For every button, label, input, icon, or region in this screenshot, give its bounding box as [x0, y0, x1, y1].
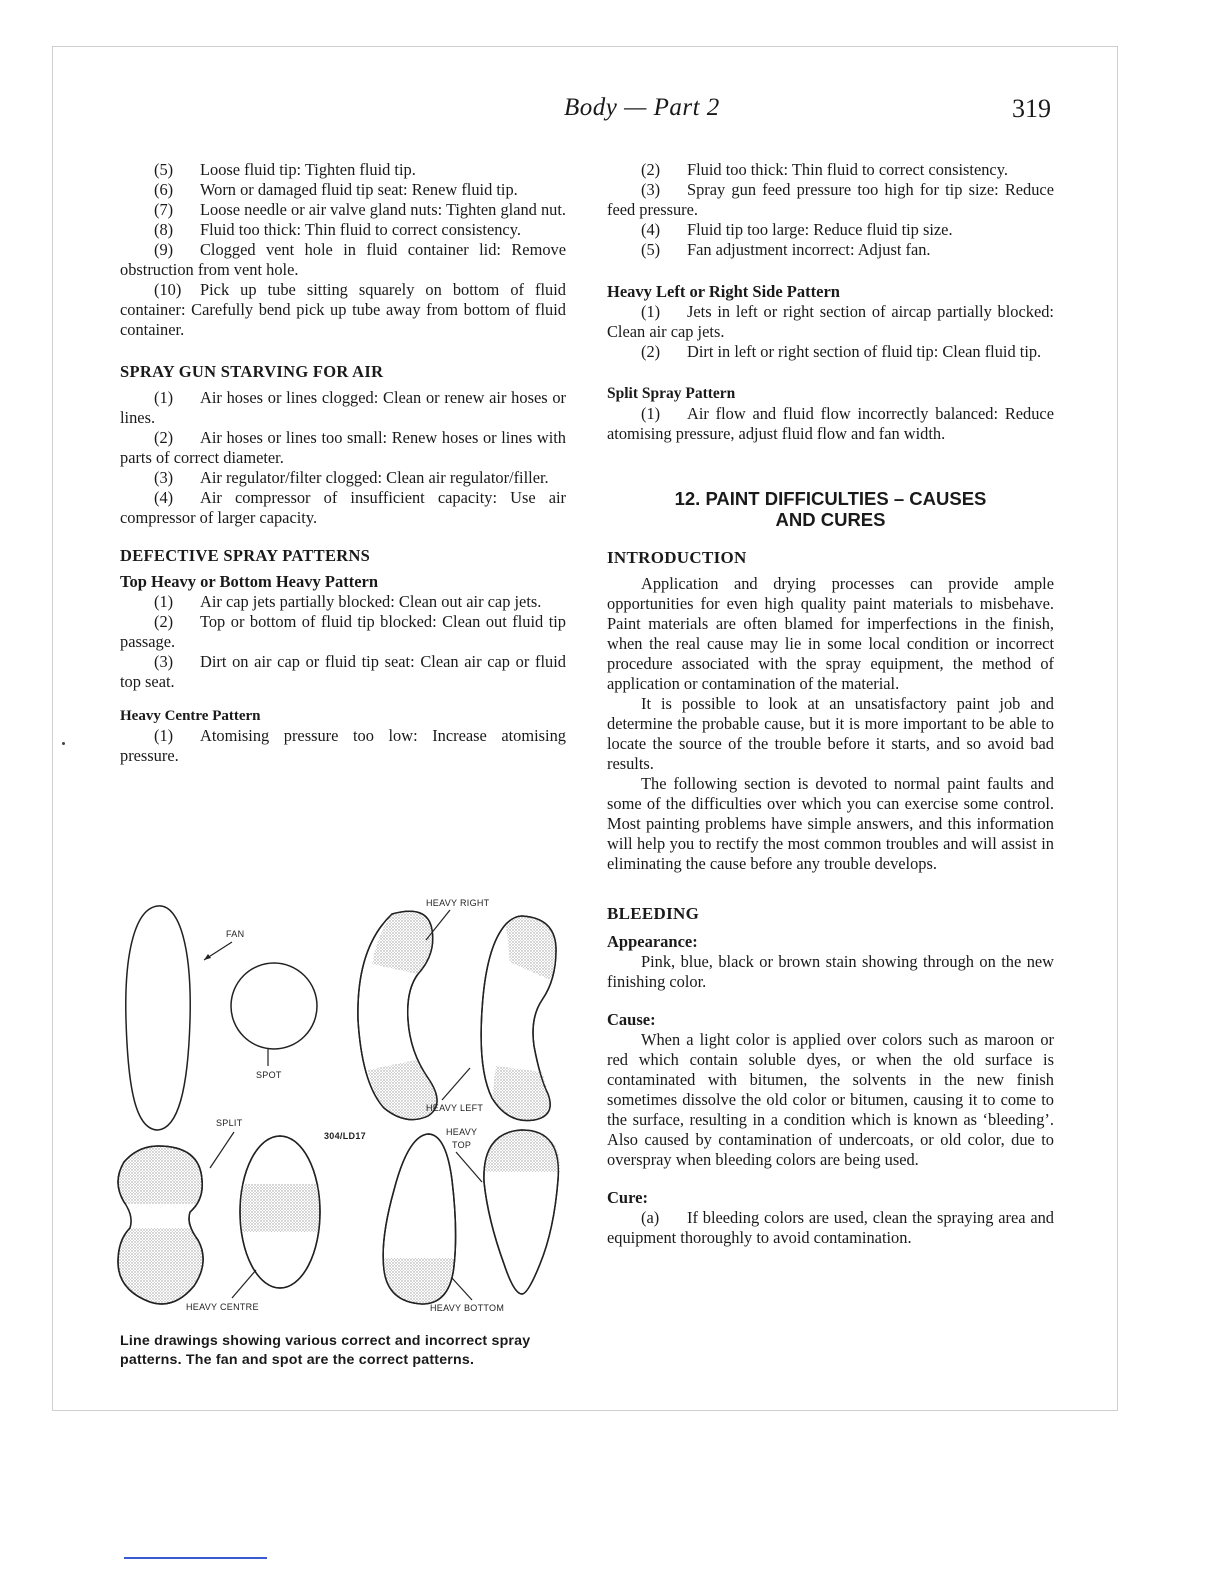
cure-heading: Cure:: [607, 1188, 648, 1207]
heavy-centre-pattern: [240, 1136, 320, 1288]
paragraph: Application and drying processes can provide ample opportunities for even high quality paint materials to misbehave. Paint materials are often blamed for imperfections in the finish, when the real cause may lie in some local condition or incorrect procedure associated with the spray equipment, the method of application or contamination of the material.: [607, 574, 1054, 693]
item-number: (5): [641, 240, 661, 259]
figure-caption: Line drawings showing various correct and incorrect spray patterns. The fan and spot are the correct patterns.: [120, 1333, 531, 1368]
item-number: (10): [154, 280, 182, 299]
item-text: Dirt on air cap or fluid tip seat: Clean air cap or fluid top seat.: [120, 652, 566, 691]
running-title: Body — Part 2: [564, 94, 720, 121]
item-number: (2): [154, 428, 174, 447]
item-text: Top or bottom of fluid tip blocked: Clean out fluid tip passage.: [120, 612, 566, 651]
item-number: (6): [154, 180, 174, 199]
item-text: Atomising pressure too low: Increase atomising pressure.: [120, 726, 566, 765]
heavy-bottom-leader: [452, 1278, 472, 1300]
item-number: (1): [154, 726, 174, 745]
item-text: Air compressor of insufficient capacity: Use air compressor of larger capacity.: [120, 488, 566, 527]
item-number: (3): [154, 652, 174, 671]
list-item: [607, 302, 1054, 342]
right-column: [607, 160, 1054, 1248]
split-leader: [210, 1132, 234, 1168]
figure-code: 304/LD17: [324, 1131, 366, 1141]
list-item: [607, 1208, 1054, 1248]
list-item: [607, 342, 1054, 362]
cause-text: When a light color is applied over colors such as maroon or red which contain soluble dyes, or when the old surface is contaminated with bitumen, the solvents in the new finish sometimes dissolve the old color or bitumen, causing it to come to the surface, resulting in a condition which is known as ‘bleeding’. Also caused by contamination of undercoats, or old color, due to overspray when bleeding colors are being used.: [607, 1030, 1054, 1169]
item-number: (1): [641, 404, 661, 423]
item-number: (2): [641, 160, 661, 179]
list-item: [120, 180, 566, 200]
appearance-text: Pink, blue, black or brown stain showing through on the new finishing color.: [607, 952, 1054, 991]
item-text: Air flow and fluid flow incorrectly balanced: Reduce atomising pressure, adjust fluid flow and fan width.: [607, 404, 1054, 443]
cause-heading: Cause:: [607, 1010, 656, 1029]
right-items-top: [607, 160, 1054, 260]
item-text: Clogged vent hole in fluid container lid: Remove obstruction from vent hole.: [120, 240, 566, 279]
list-item: [120, 726, 566, 766]
item-number: (1): [154, 388, 174, 407]
fan-label: FAN: [226, 929, 245, 939]
heavy-bottom-pattern: [383, 1134, 455, 1304]
heavy-bottom-label: HEAVY BOTTOM: [430, 1303, 505, 1313]
section-heading-defective: DEFECTIVE SPRAY PATTERNS: [120, 546, 371, 565]
fan-arrowhead: [204, 954, 211, 960]
spray-pattern-figure: [110, 890, 570, 1320]
item-number: (8): [154, 220, 174, 239]
top-heavy-items: [120, 592, 566, 692]
heavy-top-pattern: [484, 1130, 560, 1294]
item-text: Loose fluid tip: Tighten fluid tip.: [200, 160, 416, 179]
page-number: 319: [1012, 94, 1051, 123]
starving-items: [120, 388, 566, 528]
left-column: [120, 160, 566, 766]
item-text: Fluid too thick: Thin fluid to correct consistency.: [200, 220, 521, 239]
item-text: Air regulator/filter clogged: Clean air regulator/filler.: [200, 468, 549, 487]
list-item: [120, 220, 566, 240]
item-number: (7): [154, 200, 174, 219]
item-text: Fan adjustment incorrect: Adjust fan.: [687, 240, 931, 259]
subheading-top-heavy: Top Heavy or Bottom Heavy Pattern: [120, 572, 379, 591]
paragraph: It is possible to look at an unsatisfactory paint job and determine the probable cause, but it is more important to be able to locate the source of the trouble before it starts, and so avoid bad results.: [607, 694, 1054, 773]
item-number: (9): [154, 240, 174, 259]
list-item: [120, 388, 566, 428]
item-number: (a): [641, 1208, 660, 1227]
item-text: Fluid tip too large: Reduce fluid tip size.: [687, 220, 953, 239]
list-item: [607, 180, 1054, 220]
list-item: [120, 652, 566, 692]
list-item: [120, 240, 566, 280]
heavy-top-label-2: TOP: [452, 1140, 472, 1150]
item-number: (3): [641, 180, 661, 199]
item-number: (2): [154, 612, 174, 631]
list-item: [120, 592, 566, 612]
item-number: (3): [154, 468, 174, 487]
heavy-centre-label: HEAVY CENTRE: [186, 1302, 259, 1312]
item-text: If bleeding colors are used, clean the spraying area and equipment thoroughly to avoid contamination.: [607, 1208, 1054, 1247]
list-item: [120, 428, 566, 468]
item-text: Loose needle or air valve gland nuts: Tighten gland nut.: [200, 200, 566, 219]
list-item: [607, 160, 1054, 180]
appearance-heading: Appearance:: [607, 932, 698, 951]
list-item: [120, 488, 566, 528]
item-number: (1): [641, 302, 661, 321]
item-text: Air hoses or lines clogged: Clean or renew air hoses or lines.: [120, 388, 566, 427]
chapter-heading-line2: AND CURES: [775, 509, 886, 530]
list-item: [120, 280, 566, 340]
split-pattern: [118, 1146, 203, 1304]
list-item: [607, 220, 1054, 240]
fan-pattern: [126, 906, 190, 1130]
item-text: Air hoses or lines too small: Renew hoses or lines with parts of correct diameter.: [120, 428, 566, 467]
cure-items: [607, 1208, 1054, 1248]
subheading-heavy-centre: Heavy Centre Pattern: [120, 708, 261, 724]
item-text: Jets in left or right section of aircap partially blocked: Clean air cap jets.: [607, 302, 1054, 341]
heavy-left-leader: [442, 1068, 470, 1100]
section-heading-starving: SPRAY GUN STARVING FOR AIR: [120, 362, 384, 381]
heavy-top-label-1: HEAVY: [446, 1127, 478, 1137]
subheading-split-pattern: Split Spray Pattern: [607, 385, 736, 402]
item-text: Worn or damaged fluid tip seat: Renew fluid tip.: [200, 180, 518, 199]
item-number: (5): [154, 160, 174, 179]
left-items-top: [120, 160, 566, 340]
item-text: Dirt in left or right section of fluid tip: Clean fluid tip.: [687, 342, 1042, 361]
footer-link-underline: [124, 1557, 267, 1559]
heavy-left-pattern: [358, 911, 437, 1119]
item-number: (4): [641, 220, 661, 239]
list-item: [607, 240, 1054, 260]
intro-paragraphs: [607, 574, 1054, 874]
split-items: [607, 404, 1054, 444]
list-item: [120, 200, 566, 220]
paragraph: The following section is devoted to normal paint faults and some of the difficulties over which you can exercise some control. Most painting problems have simple answers, and this information will help you to rectify the most common troubles and will assist in eliminating the cause before any trouble develops.: [607, 774, 1054, 873]
item-text: Pick up tube sitting squarely on bottom of fluid container: Carefully bend pick up tube away from bottom of fluid container.: [120, 280, 566, 339]
split-label: SPLIT: [216, 1118, 243, 1128]
item-number: (4): [154, 488, 174, 507]
stray-mark: [62, 742, 65, 745]
chapter-heading: [607, 488, 1054, 530]
item-number: (2): [641, 342, 661, 361]
item-number: (1): [154, 592, 174, 611]
heavy-centre-leader: [232, 1270, 256, 1298]
item-text: Air cap jets partially blocked: Clean out air cap jets.: [200, 592, 542, 611]
item-text: Spray gun feed pressure too high for tip size: Reduce feed pressure.: [607, 180, 1054, 219]
heavy-centre-items: [120, 726, 566, 766]
item-text: Fluid too thick: Thin fluid to correct consistency.: [687, 160, 1008, 179]
list-item: [607, 404, 1054, 444]
heavy-top-leader: [456, 1152, 482, 1182]
section-heading-bleeding: BLEEDING: [607, 904, 700, 923]
subheading-side-pattern: Heavy Left or Right Side Pattern: [607, 282, 840, 301]
side-items: [607, 302, 1054, 362]
list-item: [120, 160, 566, 180]
heavy-right-label: HEAVY RIGHT: [426, 898, 490, 908]
heavy-right-pattern: [481, 916, 556, 1121]
heavy-left-label: HEAVY LEFT: [426, 1103, 484, 1113]
section-heading-introduction: INTRODUCTION: [607, 548, 747, 567]
spot-label: SPOT: [256, 1070, 282, 1080]
chapter-heading-line1: 12. PAINT DIFFICULTIES – CAUSES: [674, 488, 987, 509]
spot-pattern: [231, 963, 317, 1049]
list-item: [120, 468, 566, 488]
list-item: [120, 612, 566, 652]
